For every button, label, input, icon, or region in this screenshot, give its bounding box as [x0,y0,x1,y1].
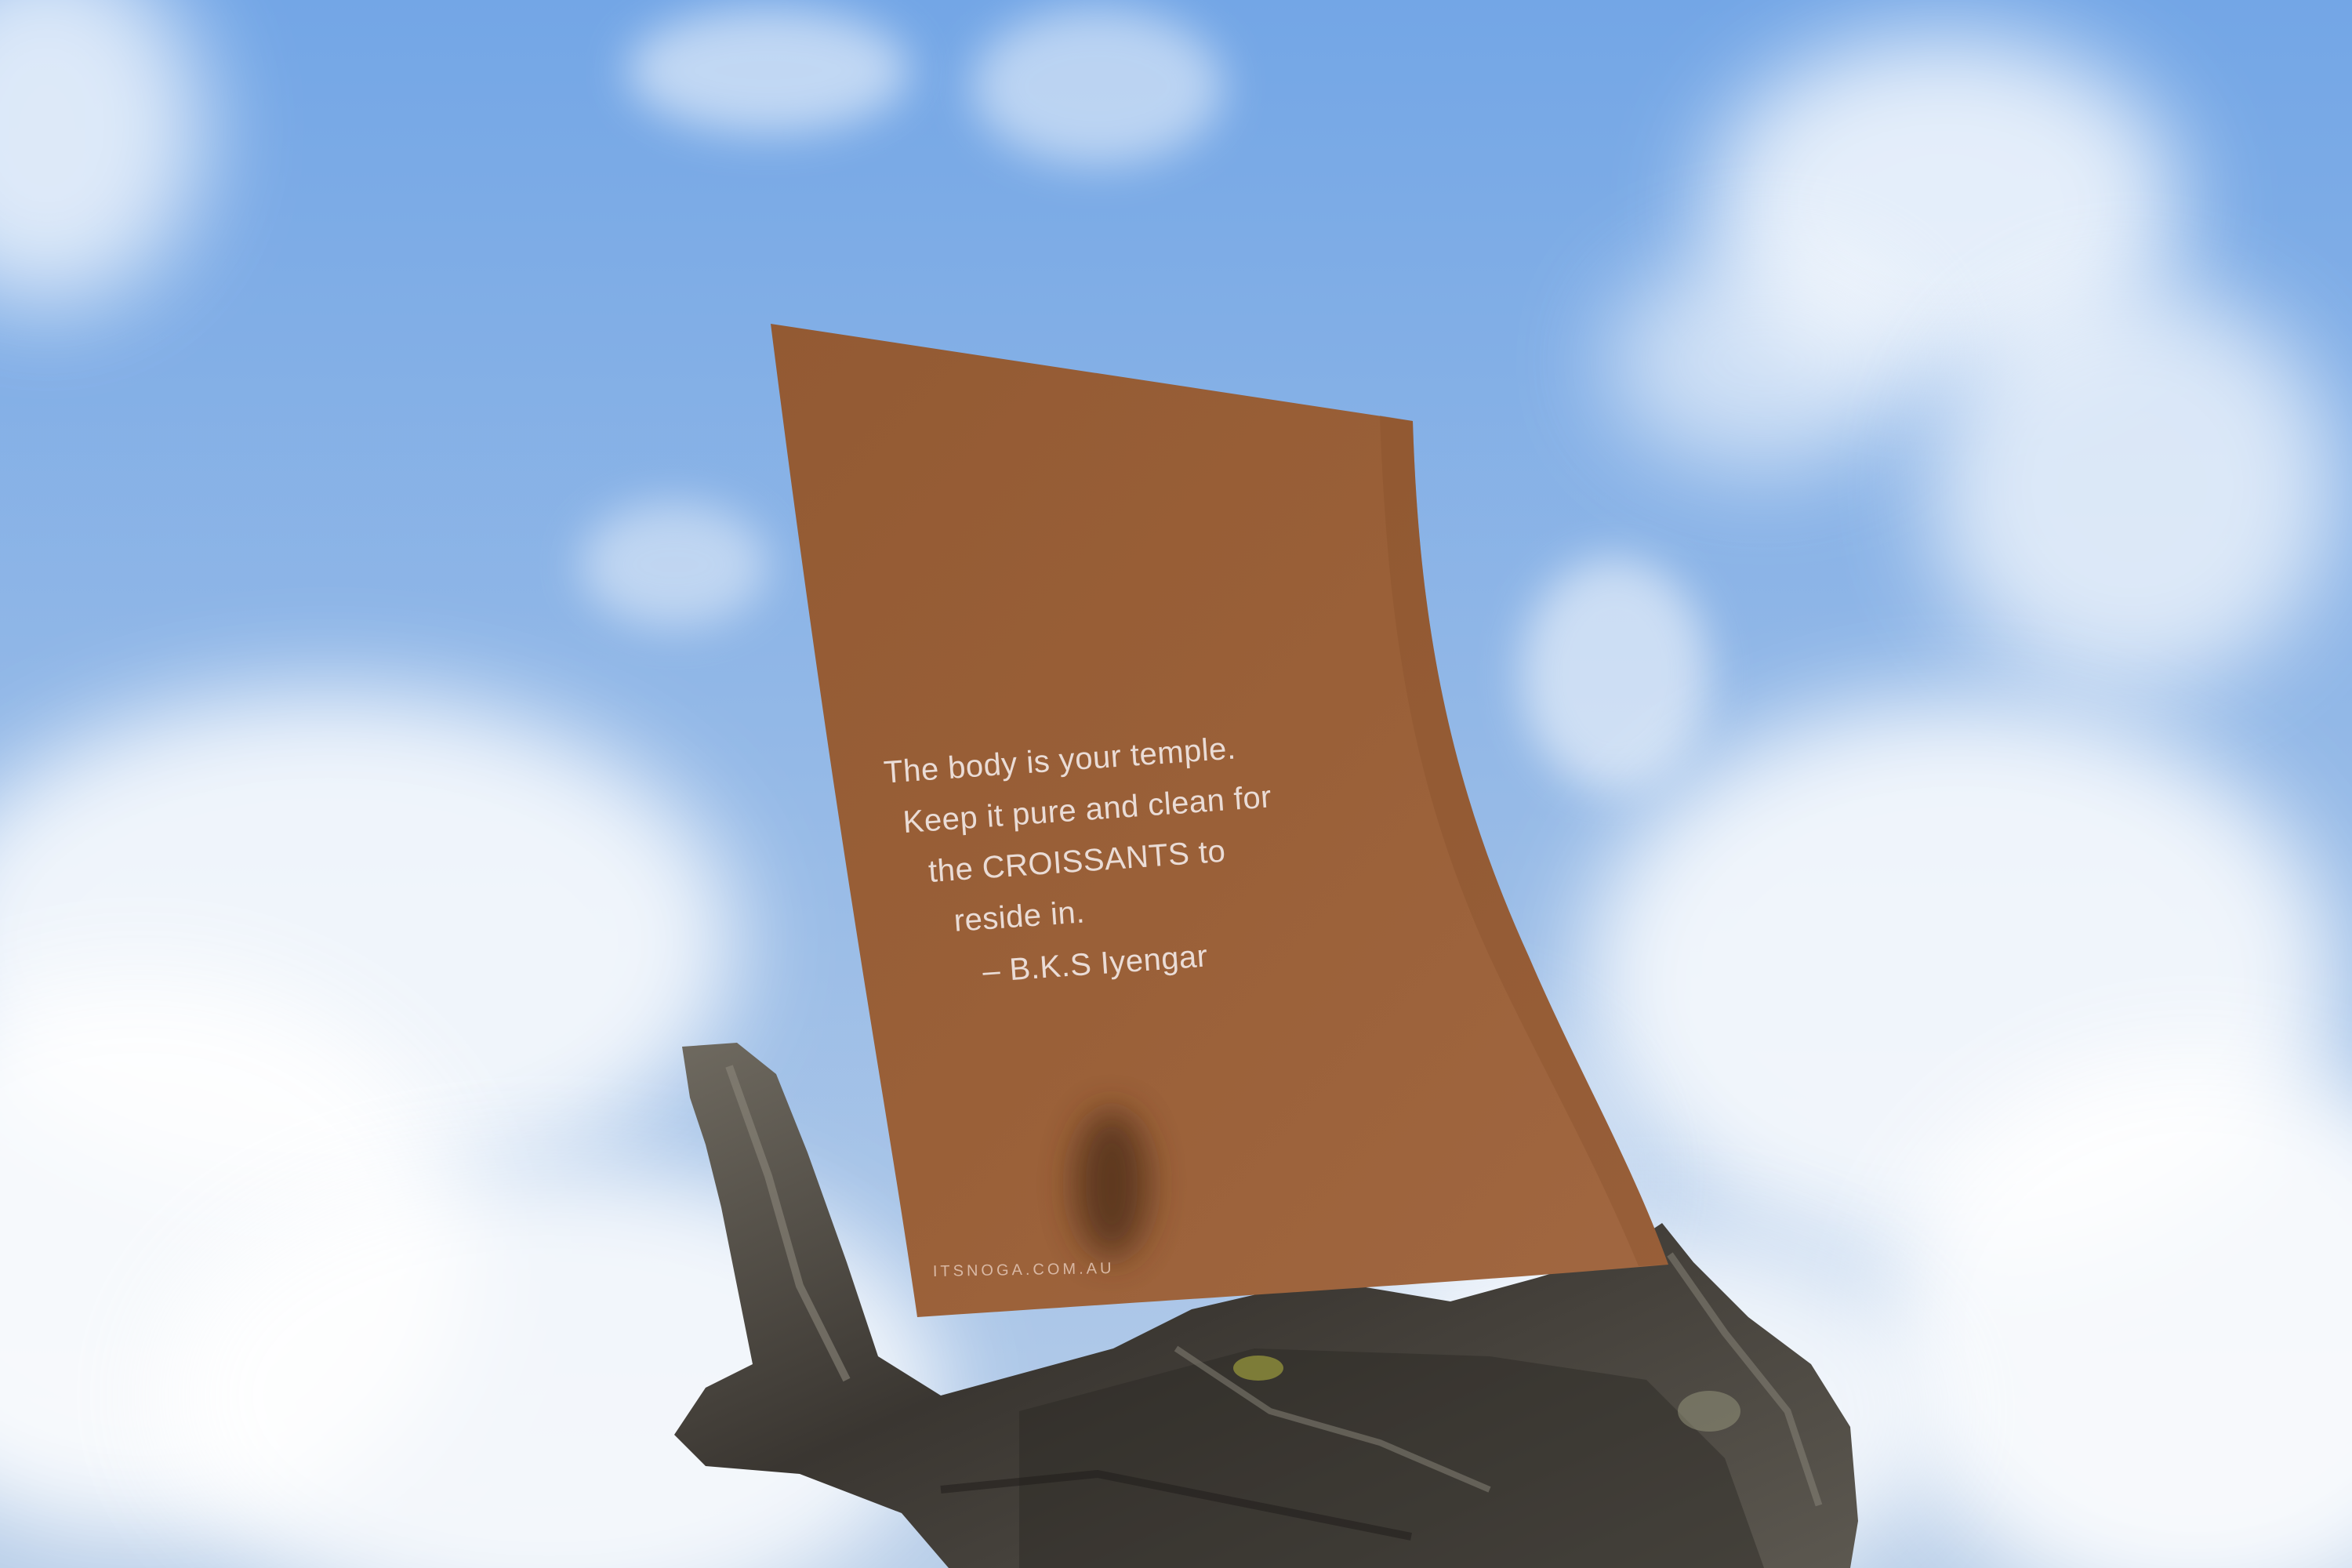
quote-attribution: – B.K.S Iyengar [981,938,1209,989]
quote-line-2: Keep it pure and clean for [902,779,1273,840]
lichen-patch [1233,1356,1283,1381]
quote-line-1: The body is your temple. [882,731,1237,790]
branch-shadow [1074,1109,1149,1258]
quote-line-4: reside in. [953,895,1087,938]
quote-line-3: the CROISSANTS to [927,833,1227,890]
lichen-patch-2 [1678,1391,1740,1432]
website-url: ITSNOGA.COM.AU [932,1259,1115,1280]
